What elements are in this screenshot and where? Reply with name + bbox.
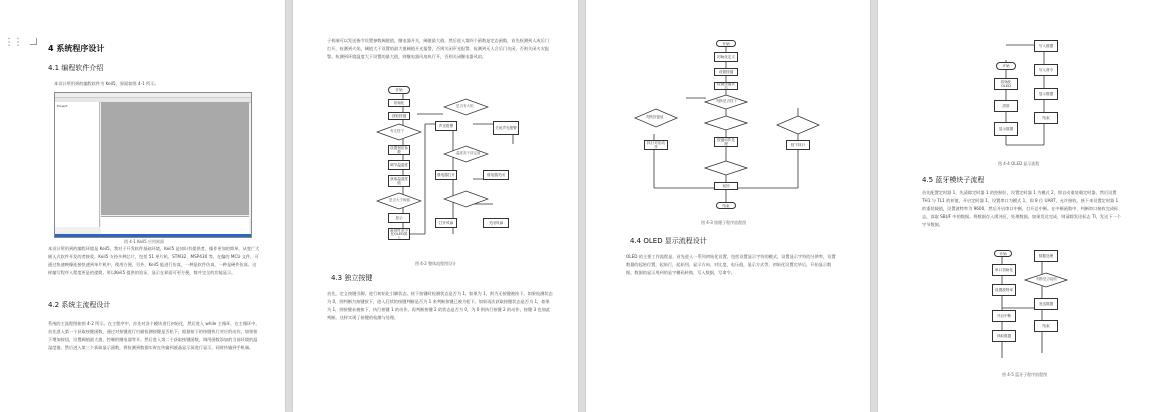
flow-decision-node xyxy=(704,160,748,176)
flow-process-node: 显示数据 xyxy=(994,122,1018,136)
flow-process-node: 继电器打开 xyxy=(435,170,457,180)
body-paragraph: 首先配置定时器 1，先清除定时器 1 的控制位，设置定时器 1 为模式 2，即自动重装载定时器，然后设置 TH1 与 TL1 的初值，开启定时器 1，设置串口为模式 1，即 8 位 UART，允许接收，接下来设置定时器 1 的重装载值，设置波特率为 9600，然后开启串口中断，打开总中断。在中断函数中，判断串口接收完成标志，读取 SBUF 中的数据。将数据存入缓冲区，处理数据。如果发送完成，则清除发送标志 TI，发送下一个字节数据。 xyxy=(922,190,1121,227)
flow-process-node: 调节温湿度 xyxy=(388,160,410,170)
flow-process-node: 按键动作处理 xyxy=(714,137,738,147)
section-heading: 4.1 编程软件介绍 xyxy=(48,64,104,72)
flow-decision-label: 是否大于阈值 xyxy=(389,198,410,202)
document-page-2 xyxy=(293,0,578,412)
flow-decision-label: 判断是否按下 xyxy=(716,99,737,103)
flow-end-node: 结束 xyxy=(716,202,736,209)
flow-process-node: 获取按键 xyxy=(388,112,410,120)
body-paragraph: 系统的主流程图如图 4-2 所示。在主程序中，首先对各个模块进行初始化，然后进入 while 主循环，在主循环中，首先进入第一个获取按键函数，通过对按键进行扫描检测按键是否松下，根据按下的按键执行对应的动作，如果按下增加按钮，设置阈值最大值，控制的继电器等开。然后进入第二个获取按键函数，调用函数添加的当前环境的温湿度值。然后进入第三个获取显示函数，将检测到数据实时在传输到液晶显示屏进行显示，同时传输到手机端。 xyxy=(48,321,260,350)
flow-process-node: 结束 xyxy=(1034,320,1058,332)
body-paragraph: OLED 的主要工作流程是，首先进入一系列初始化设置，包括设置显示字符的模式，设置显示字符的分辨率，设置数据的起始位置，起始行，起始列，显示方向，对比度，电压值，显示方式等，初始化设置完毕后，开始显示数据，数据的显示用到的是字模码转换，写入数据，写命令。 xyxy=(626,254,836,275)
screenshot-build-output xyxy=(101,216,249,235)
flow-process-node: 开启中断 xyxy=(992,310,1016,322)
section-heading: 4.4 OLED 显示流程设计 xyxy=(630,237,707,245)
figure-caption: 图 4-1 Keil5 应用界面 xyxy=(124,239,164,244)
flow-process-node: 读取数据 xyxy=(992,330,1016,342)
flow-process-node: 继电器关闭 xyxy=(483,170,509,180)
screenshot-editor-area xyxy=(101,102,249,215)
flow-decision-label: 判断是否接收 xyxy=(1036,277,1057,281)
chapter-heading: 4 系统程序设计 xyxy=(48,44,105,53)
flow-process-node: 关闭风扇 xyxy=(483,218,509,228)
flow-end-node: 结束 xyxy=(1034,112,1058,124)
flow-process-node: 发送数据 xyxy=(1034,298,1058,310)
flow-process-node: 写入数据 xyxy=(1034,40,1058,52)
figure-caption: 图 4-4 OLED 显示流程 xyxy=(998,161,1040,166)
project-pane-label: Project xyxy=(57,104,68,108)
section-heading: 4.3 独立按键 xyxy=(331,274,373,282)
flow-process-node: 写入命令 xyxy=(1034,64,1058,76)
section-heading: 4.5 蓝牙模块子流程 xyxy=(922,176,985,184)
flow-process-node: 显示数据 xyxy=(1034,88,1058,100)
drag-handle-icon[interactable]: ⋮⋮ xyxy=(4,37,22,48)
flow-process-node: 按下执行 xyxy=(786,140,810,150)
flow-decision-label: 是否有火焰 xyxy=(456,104,474,108)
screenshot-project-pane xyxy=(55,102,100,227)
flow-decision-node xyxy=(704,115,748,131)
flow-decision-label: 判断按键值 xyxy=(646,115,664,119)
flow-start-node: 开始 xyxy=(994,250,1012,257)
flow-decision-node xyxy=(443,190,489,208)
flow-process-node: 初始化OLED xyxy=(994,78,1018,90)
flow-decision-label: 有无按下 xyxy=(390,129,404,133)
flow-start-node: 开始 xyxy=(716,40,736,47)
body-paragraph: 首先，定义按键引脚，进行初始化引脚状态。按下按键时检测状态是否为 1，如果为 1，则为无按键被按下。如果检测状态为 0，则判断为按键按下，进入后续的按键判断是否为 1 来判断按键已被为松下。如果再次获取按键状态是否为 1，如果为 1，则按键未被按下，执行按键 1 的动作。再判断按键 2 的状态是否为 0，为 0 则执行按键 2 的动作，按键 3 也如此判断。这样实现了按键的检测与处理。 xyxy=(327,291,553,320)
section-heading: 4.2 系统主流程设计 xyxy=(48,301,111,309)
flow-process-node: 串口初始化 xyxy=(992,264,1016,276)
screenshot-status-bar xyxy=(55,234,251,237)
flow-start-node: 开始 xyxy=(388,86,410,94)
flow-process-node: 执行对应动作 xyxy=(644,140,668,150)
intro-text: 本设计所用到的编程软件为 Keil5，界面如图 4-1 所示。 xyxy=(54,81,159,86)
flow-process-node: 显示 xyxy=(388,213,410,223)
keil-screenshot xyxy=(54,92,252,238)
document-page-3 xyxy=(586,0,870,412)
margin-corner-mark xyxy=(30,38,37,45)
flow-process-node: 打开风扇 xyxy=(435,218,457,228)
flow-decision-node xyxy=(776,115,820,135)
document-page-4 xyxy=(878,0,1167,412)
flow-process-node: 设置相应参数 xyxy=(388,145,410,155)
flow-process-node: 返回 xyxy=(714,182,738,190)
figure-caption: 图 4-5 蓝牙子程序流程图 xyxy=(1002,372,1048,377)
flow-process-node: 获取温湿度值 xyxy=(388,175,410,187)
document-page-1 xyxy=(0,0,285,412)
flow-process-node: 声光报警 xyxy=(435,121,457,131)
flow-process-node: 清屏 xyxy=(994,100,1018,112)
flow-process-node: 初始化 xyxy=(388,99,410,107)
flow-process-node: 数据处理 xyxy=(1034,250,1058,262)
flow-decision-label: 温度高于设定值 xyxy=(456,151,481,155)
flow-process-node: 初始化定义 xyxy=(714,52,738,62)
flow-process-node: 设置按键 xyxy=(714,68,738,76)
flow-process-node: 关闭声光报警 xyxy=(493,121,519,135)
flow-process-node: 设置波特率 xyxy=(992,284,1016,296)
figure-caption: 图 4-2 整体流程图设计 xyxy=(415,261,457,266)
body-paragraph: 本设计所用到的编程环境是 Keil5，我对于开发软件基础环境，Keil5 是知识有提供者，操作更加的简单，从变广大嵌入式软件开发的者接爱。Keil5 支持多种芯片，包括 51 单片机、STM32、MSP430 等，在编的 MCU 文件，可通过快速映像连接快速到单片机中，使用方便。另外，Keil5 能进行仿真，一种是软件仿真，一种是硬件仿真。这样编写程序入程度更是的提简，所以Keil5 提供的验证，显示在界面可更方便，简并完全的功能显示。 xyxy=(48,246,260,275)
flow-process-node: 温湿度显示在OLED屏上 xyxy=(388,228,410,240)
flow-start-node: 开始 xyxy=(996,62,1016,70)
figure-caption: 图 4-3 按键子程序流程图 xyxy=(701,220,747,225)
body-paragraph: 子机端可以发送指令设置参数阈值值，继电器开关，阈值最大值。然后进入第四个函数是定态函数，首先检测到人成后门打开，检测到火焰，阈值大于设置的最大值阈值开光报警，否则关闭声光报警。检测到无人合后门关闭，否则关闭火灾报警。检测到环境温度大于设置的最大值，则继电器风扇执行开，否则关闭继电器风扇。 xyxy=(327,38,549,59)
flow-process-node: 检测按键状态 xyxy=(714,82,738,90)
